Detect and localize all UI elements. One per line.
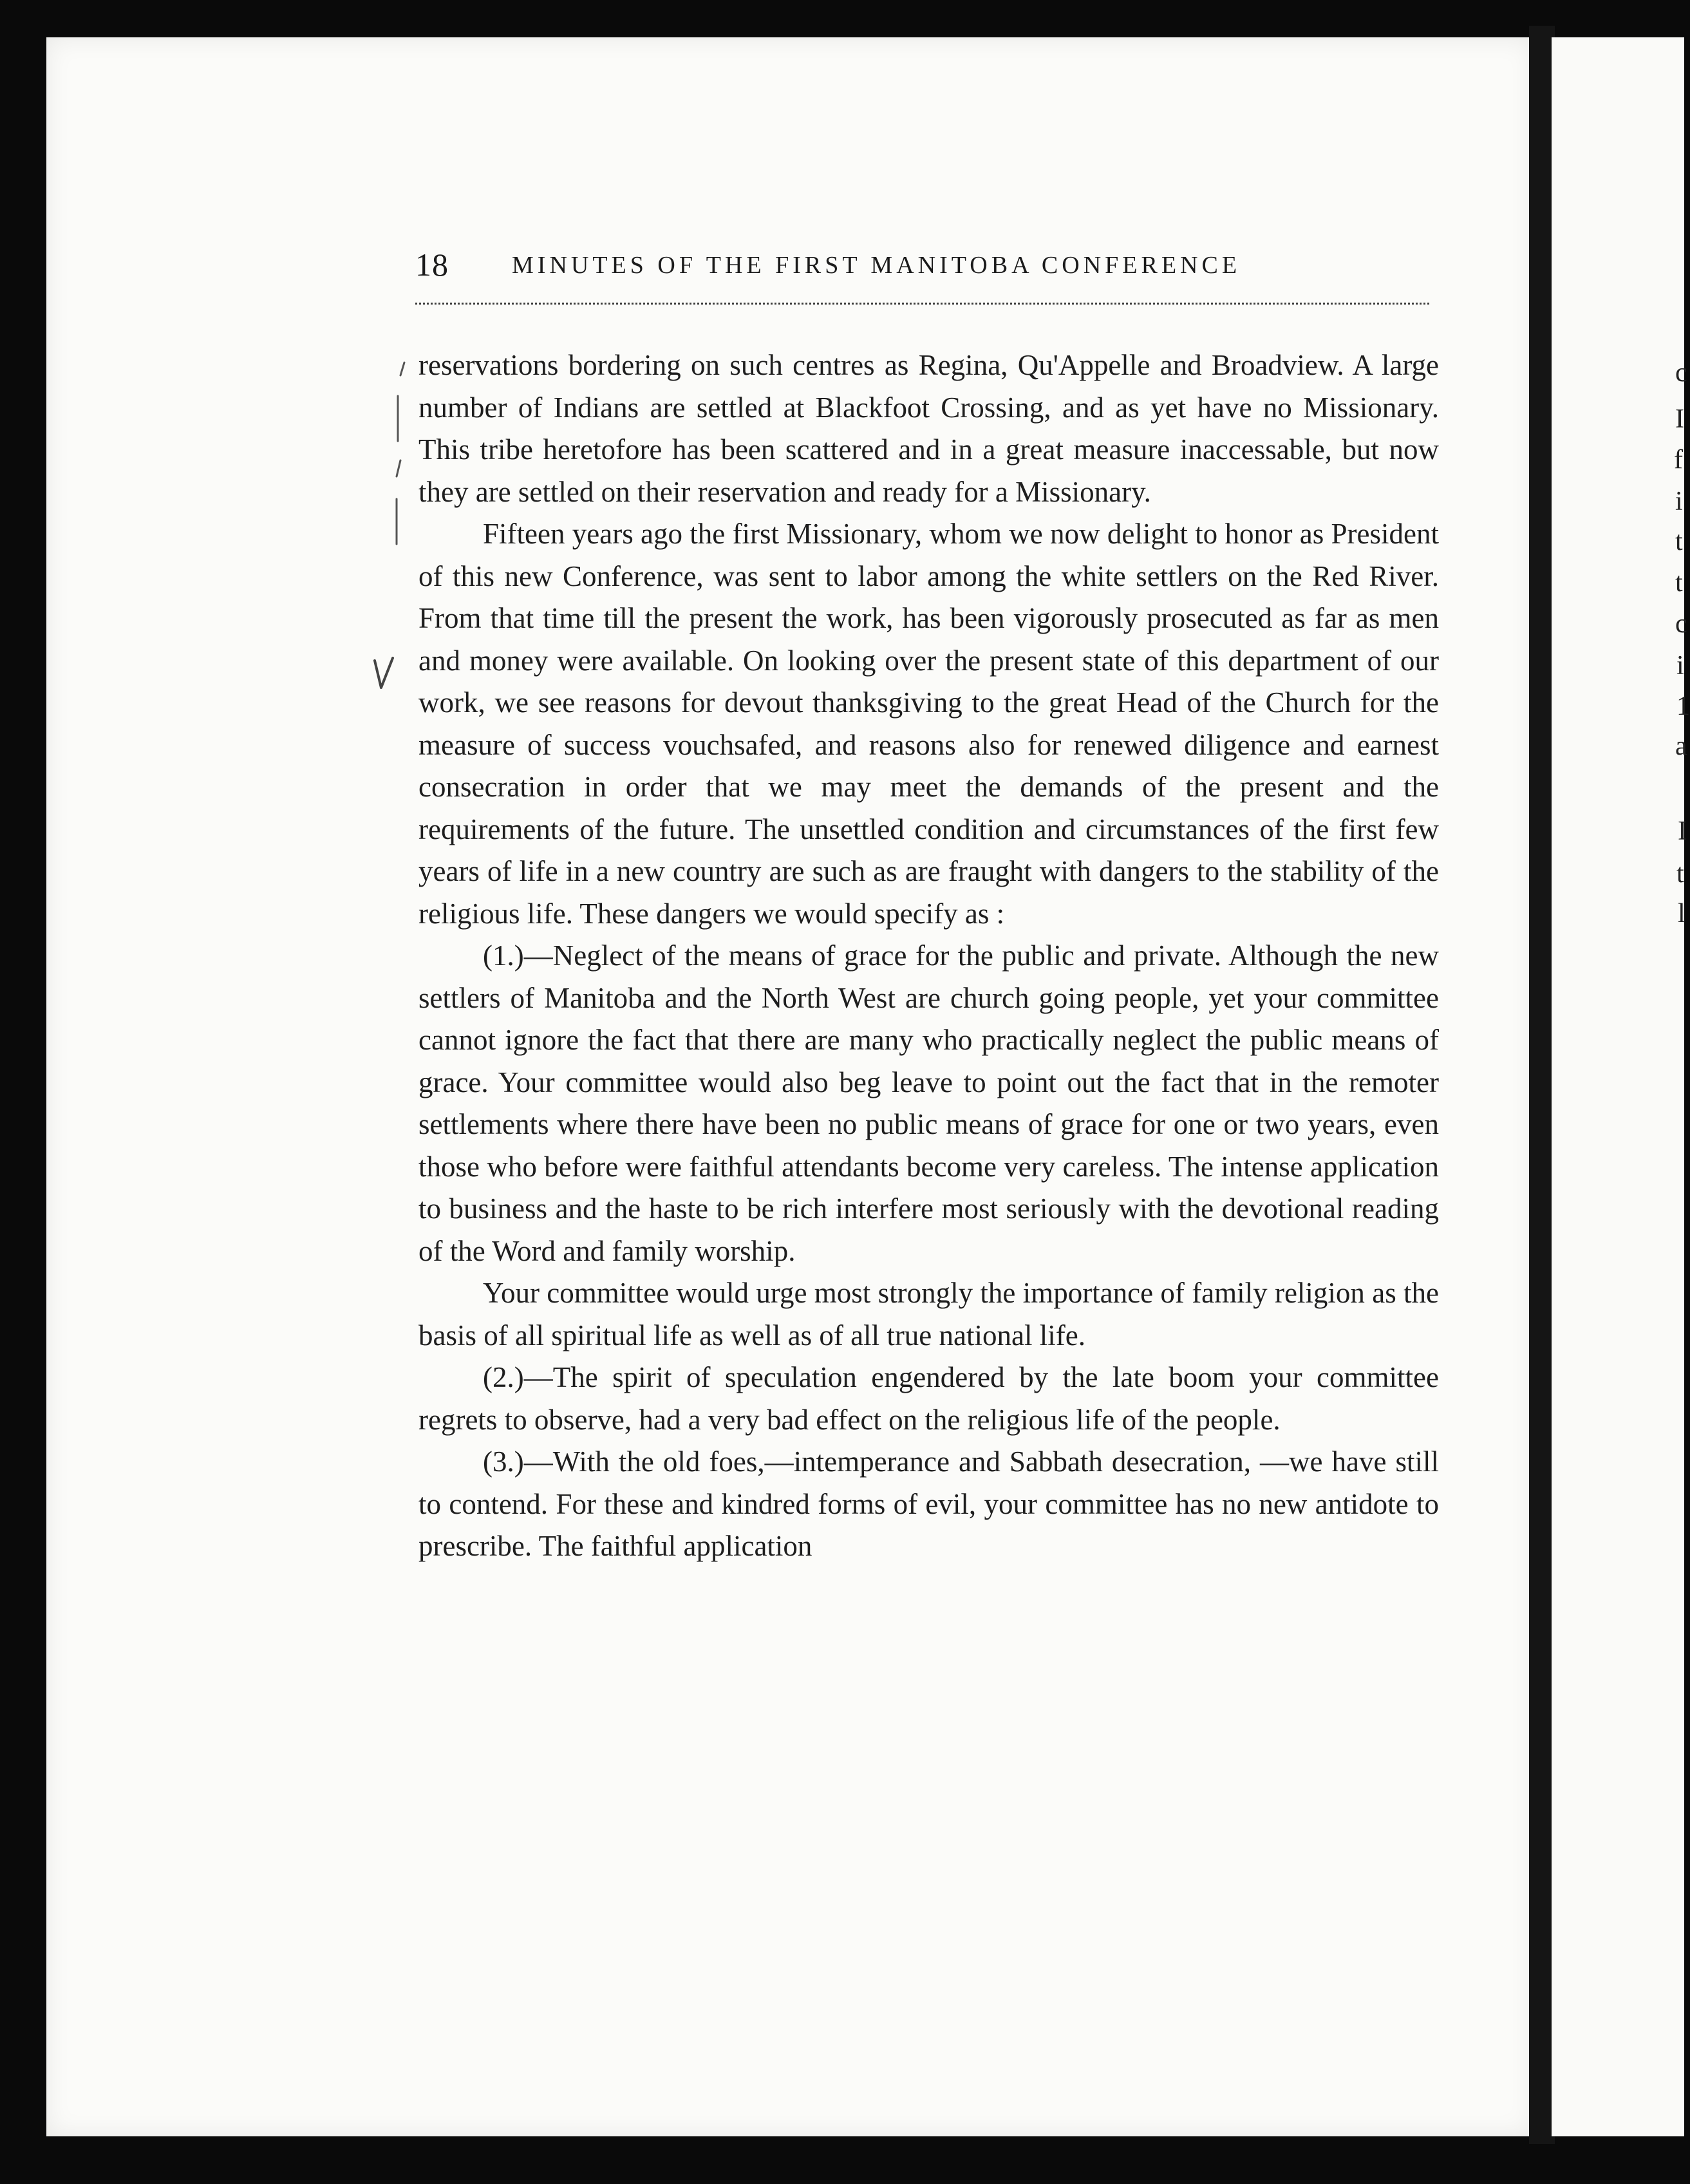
facing-page-fragment: i bbox=[1676, 651, 1684, 681]
running-head: MINUTES OF THE FIRST MANITOBA CONFERENCE bbox=[512, 252, 1241, 279]
facing-page-fragment: I bbox=[1678, 816, 1687, 846]
paragraph-fifteen-years: Fifteen years ago the first Missionary, whom we now delight to honor as President of this new Conference, was sent to labor among the white settlers on the Red River. From that time till the present the work, has been vigorously prosecuted as far as men and money were available. On looking over the present state of this department of our work, we see reasons for devout thanksgiving to the great Head of the Church for the measure of success vouchsafed, and reasons also for renewed diligence and earnest consecration in order that we may meet the demands of the present and the requirements of the future. The unsettled condition and circumstances of the first few years of life in a new country are such as are fraught with dangers to the stability of the religious life. These dangers we would specify as : bbox=[418, 518, 1439, 930]
facing-page-fragment: f bbox=[1674, 445, 1683, 475]
paragraph-family-religion: Your committee would urge most strongly the importance of family religion as the basis of all spiritual life as well as of all true national life. bbox=[418, 1277, 1439, 1351]
paragraph-old-foes: (3.)—With the old foes,—intemperance and Sabbath desecration, —we have still to contend. For these and kindred forms of evil, your committee has no new antidote to prescribe. The faithful application bbox=[418, 1445, 1439, 1562]
facing-page-fragment: 1 bbox=[1676, 692, 1690, 721]
facing-page-fragment: t bbox=[1676, 859, 1684, 889]
facing-page-fragment: I bbox=[1675, 404, 1684, 434]
header-rule bbox=[415, 303, 1429, 305]
facing-page-fragment: c bbox=[1675, 609, 1687, 639]
margin-check-mark bbox=[372, 657, 395, 692]
paragraph-reservations: reservations bordering on such centres as Regina, Qu'Appelle and Broadview. A large number of Indians are settled at Blackfoot Crossing, and as yet have no Missionary. This tribe heretofore has been scattered and in a great measure inaccessable, but now they are settled on their reservation and ready for a Missionary. bbox=[418, 349, 1439, 508]
facing-page-fragment: c bbox=[1675, 358, 1687, 388]
paragraph-speculation: (2.)—The spirit of speculation engendered by the late boom your committee regrets to observe, had a very bad effect on the religious life of the people. bbox=[418, 1361, 1439, 1436]
facing-page-fragment: t bbox=[1675, 568, 1683, 598]
margin-bracket-mark bbox=[391, 357, 411, 551]
facing-page-fragment: t bbox=[1675, 527, 1683, 556]
facing-page-fragment: i bbox=[1675, 487, 1683, 516]
facing-page-edge bbox=[1552, 37, 1690, 2136]
page-gutter-shadow bbox=[1529, 26, 1555, 2144]
page-header bbox=[415, 246, 1355, 285]
paragraph-neglect: (1.)—Neglect of the means of grace for the public and private. Although the new settlers of Manitoba and the North West are church going people, yet your committee cannot ignore the fact that there are many who practically neglect the public means of grace. Your committee would also beg leave to point out the fact that in the remoter settlements where there have been no public means of grace for one or two years, even those who before were faithful attendants become very careless. The intense application to business and the haste to be rich interfere most seriously with the devotional reading of the Word and family worship. bbox=[418, 939, 1439, 1267]
body-text bbox=[418, 344, 1439, 1568]
page-number: 18 bbox=[415, 247, 449, 283]
facing-page-fragment: a bbox=[1675, 731, 1687, 761]
facing-page-fragment: l bbox=[1678, 899, 1685, 928]
